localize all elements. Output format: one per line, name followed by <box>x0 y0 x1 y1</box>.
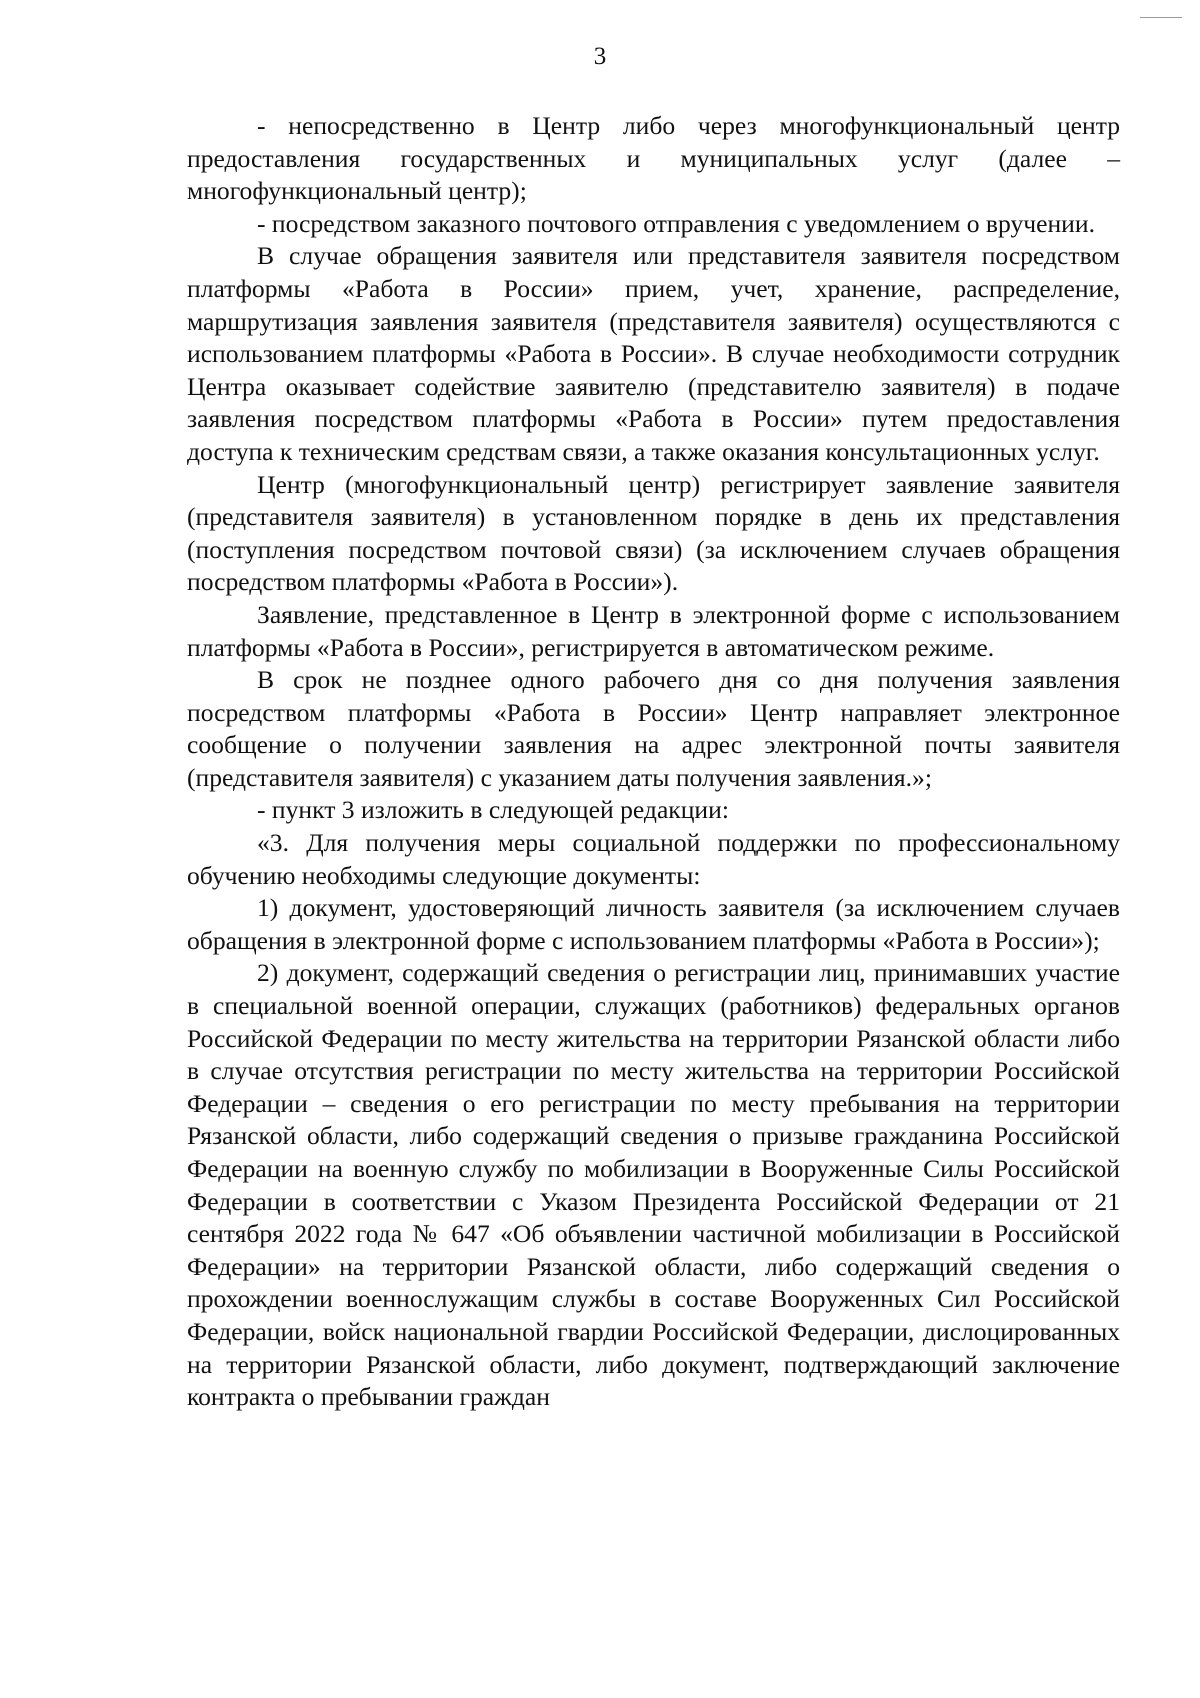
paragraph-electronic-registration: Заявление, представленное в Центр в электронной форме с использованием платформы «Работа в России», регистрируется в автоматическом режиме. <box>187 599 1120 662</box>
paragraph-amendment-clause-3: - пункт 3 изложить в следующей редакции: <box>257 795 729 825</box>
paragraph-submission-in-person: - непосредственно в Центр либо через многофункциональный центр предоставления государственных и муниципальных услуг (далее – многофункциональный центр); <box>187 111 1120 206</box>
paragraph-item-2: 2) документ, содержащий сведения о регистрации лиц, принимавших участие в специальной военной операции, служащих (работников) федеральных органов Российской Федерации по месту жительства на территории Рязанской области либо в случае отсутствия регистрации по месту жительства на территории Российской Федерации – сведения о его регистрации по месту пребывания на территории Рязанской области, либо содержащий сведения о призыве гражданина Российской Федерации на военную службу по мобилизации в Вооруженные Силы Российской Федерации в соответствии с Указом Президента Российской Федерации от 21 сентября 2022 года № 647 «Об объявлении частичной мобилизации в Российской Федерации» на территории Рязанской области, либо содержащий сведения о прохождении военнослужащим службы в составе Вооруженных Сил Российской Федерации, войск национальной гвардии Российской Федерации, дислоцированных на территории Рязанской области, либо документ, подтверждающий заключение контракта о пребывании граждан <box>187 958 1120 1412</box>
paragraph-platform-processing: В случае обращения заявителя или представителя заявителя посредством платформы «Работа в России» прием, учет, хранение, распределение, маршрутизация заявления заявителя (представителя заявителя) осуществляются с использованием платформы «Работа в России». В случае необходимости сотрудник Центра оказывает содействие заявителю (представителю заявителя) в подаче заявления посредством платформы «Работа в России» путем предоставления доступа к техническим средствам связи, а также оказания консультационных услуг. <box>187 241 1120 466</box>
paragraph-registration: Центр (многофункциональный центр) регистрирует заявление заявителя (представителя заявителя) в установленном порядке в день их представления (поступления посредством почтовой связи) (за исключением случаев обращения посредством платформы «Работа в России»). <box>187 469 1120 597</box>
paragraph-notification: В срок не позднее одного рабочего дня со дня получения заявления посредством платформы «Работа в России» Центр направляет электронное сообщение о получении заявления на адрес электронной почты заявителя (представителя заявителя) с указанием даты получения заявления.»; <box>187 665 1120 792</box>
page-number: 3 <box>593 43 607 70</box>
paragraph-item-1: 1) документ, удостоверяющий личность заявителя (за исключением случаев обращения в электронной форме с использованием платформы «Работа в России»); <box>187 893 1120 955</box>
paragraph-submission-by-mail: - посредством заказного почтового отправления с уведомлением о вручении. <box>257 208 1095 238</box>
document-body <box>187 110 1120 1414</box>
paragraph-clause-3-intro: «3. Для получения меры социальной поддержки по профессиональному обучению необходимы следующие документы: <box>187 828 1120 890</box>
scan-artifact-line <box>1140 17 1182 18</box>
